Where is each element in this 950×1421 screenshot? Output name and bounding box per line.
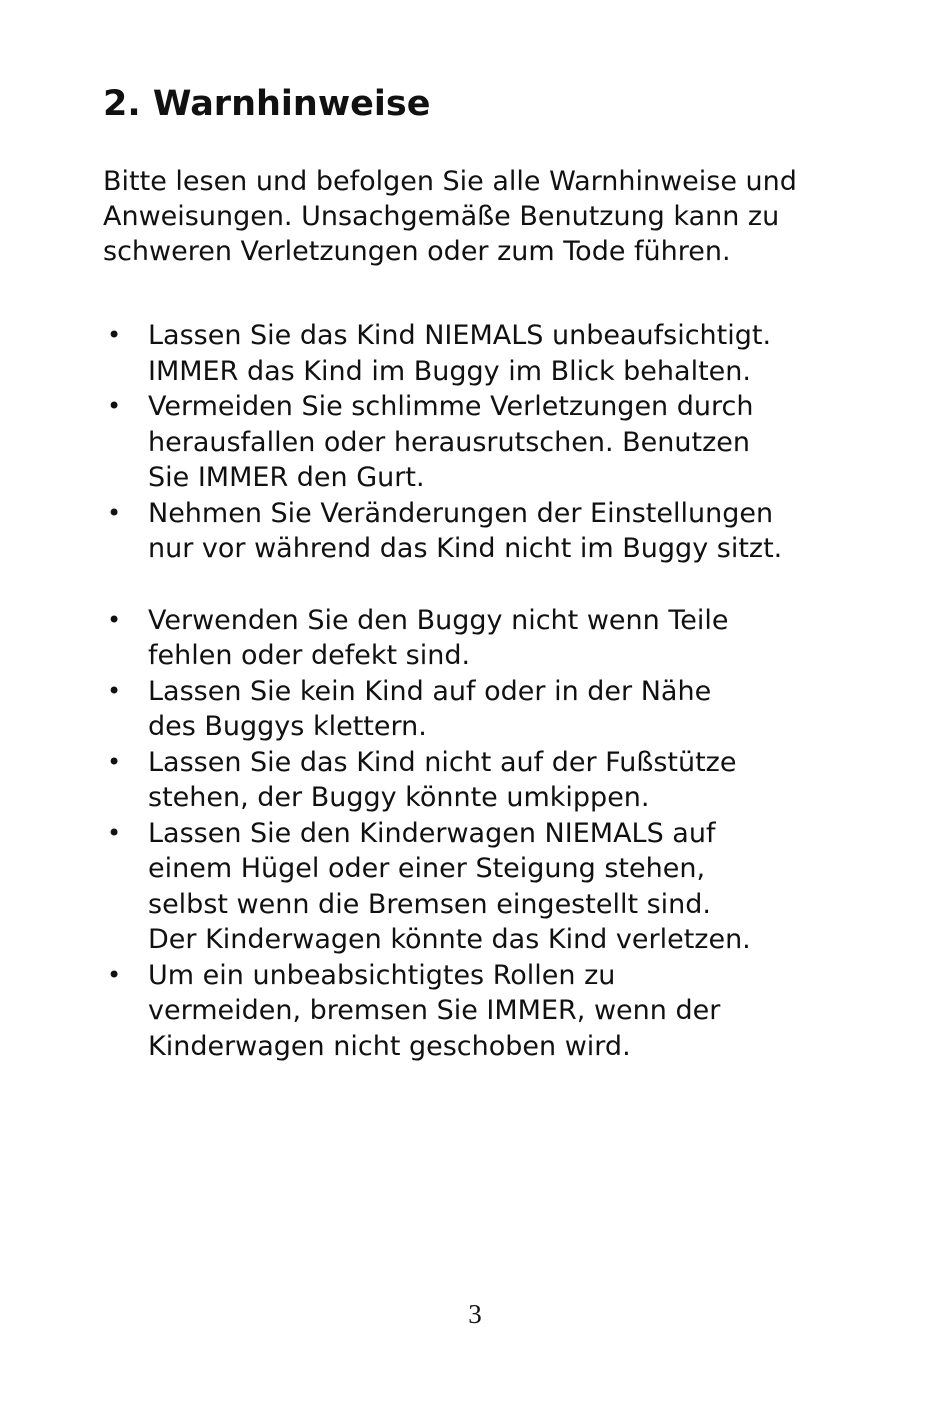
intro-line: Anweisungen. Unsachgemäße Benutzung kann zu <box>103 201 780 232</box>
warning-item <box>103 674 903 745</box>
bullet-icon: • <box>107 818 122 847</box>
warning-item <box>103 389 903 496</box>
warning-line: herausfallen oder herausrutschen. Benutzen <box>148 426 750 458</box>
warning-item <box>103 816 903 958</box>
warning-line: Lassen Sie kein Kind auf oder in der Nähe <box>148 675 712 707</box>
bullet-icon: • <box>107 605 122 634</box>
warning-line: Um ein unbeabsichtigtes Rollen zu <box>148 959 616 991</box>
warning-line: Lassen Sie den Kinderwagen NIEMALS auf <box>148 817 716 849</box>
warning-line: fehlen oder defekt sind. <box>148 640 471 671</box>
warning-item <box>103 745 903 816</box>
intro-line: Bitte lesen und befolgen Sie alle Warnhinweise und <box>103 166 797 197</box>
warning-line: Der Kinderwagen könnte das Kind verletzen. <box>148 924 751 955</box>
warning-line: IMMER das Kind im Buggy im Blick behalten. <box>148 355 751 387</box>
page-number: 3 <box>468 1299 482 1329</box>
bullet-icon: • <box>107 321 122 349</box>
warning-line: nur vor während das Kind nicht im Buggy sitzt. <box>148 533 783 564</box>
warning-line: Nehmen Sie Veränderungen der Einstellungen <box>148 497 774 529</box>
warning-line: des Buggys klettern. <box>148 711 427 742</box>
bullet-icon: • <box>107 747 122 776</box>
warning-item <box>103 318 903 389</box>
warning-item <box>103 958 903 1065</box>
bullet-icon: • <box>107 960 122 989</box>
warning-line: vermeiden, bremsen Sie IMMER, wenn der <box>148 995 721 1026</box>
bullet-icon: • <box>107 498 122 527</box>
warning-line: Verwenden Sie den Buggy nicht wenn Teile <box>148 604 729 636</box>
bullet-icon: • <box>107 676 122 705</box>
warning-line: Lassen Sie das Kind nicht auf der Fußstütze <box>148 746 737 778</box>
intro-paragraph <box>103 164 883 269</box>
warning-line: selbst wenn die Bremsen eingestellt sind. <box>148 888 712 920</box>
section-heading: 2. Warnhinweise <box>103 84 431 124</box>
warning-line: Kinderwagen nicht geschoben wird. <box>148 1030 631 1062</box>
bullet-icon: • <box>107 392 122 420</box>
warnings-list <box>103 318 903 1064</box>
warning-line: Sie IMMER den Gurt. <box>148 462 425 493</box>
warning-line: Lassen Sie das Kind NIEMALS unbeaufsichtigt. <box>148 320 772 351</box>
warning-item <box>103 496 903 567</box>
intro-line: schweren Verletzungen oder zum Tode führen. <box>103 236 731 267</box>
warning-line: einem Hügel oder einer Steigung stehen, <box>148 853 706 884</box>
warning-item <box>103 603 903 674</box>
warning-line: stehen, der Buggy könnte umkippen. <box>148 782 650 813</box>
warning-line: Vermeiden Sie schlimme Verletzungen durch <box>148 391 754 422</box>
